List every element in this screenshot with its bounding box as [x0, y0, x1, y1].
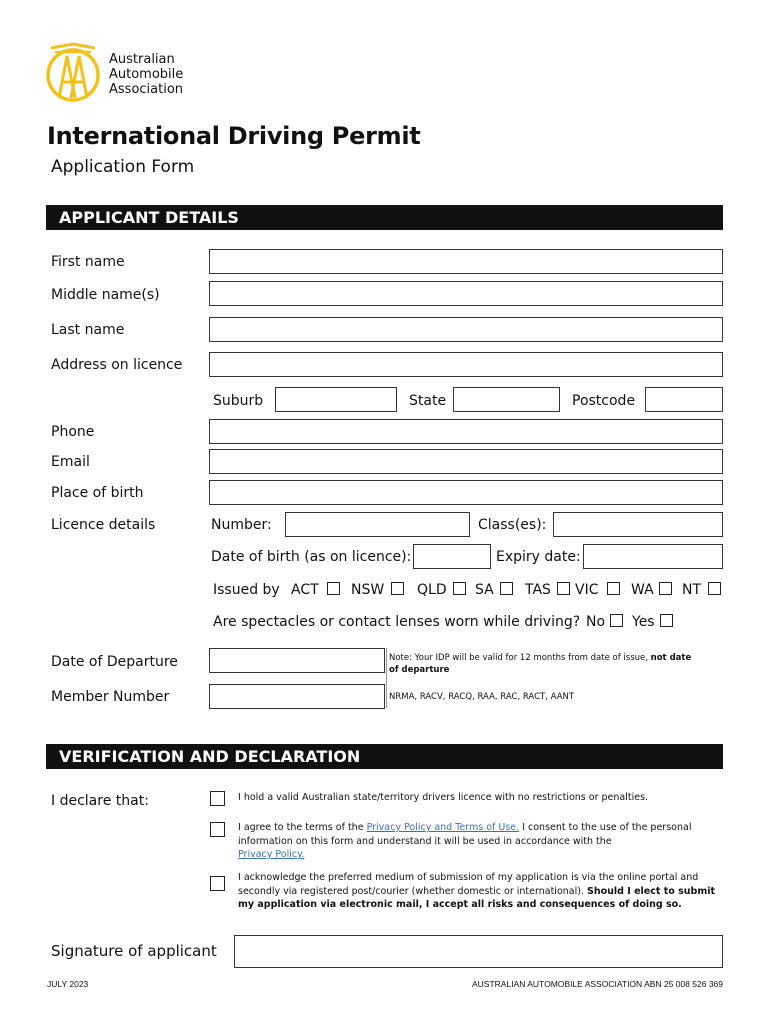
postcode-field[interactable]: [645, 387, 723, 412]
departure-field[interactable]: [209, 648, 385, 673]
member-clubs-note: NRMA, RACV, RACQ, RAA, RAC, RACT, AANT: [389, 692, 575, 702]
spectacles-no-label: No: [586, 614, 606, 630]
state-nsw-label: NSW: [351, 582, 385, 598]
licence-class-field[interactable]: [553, 512, 723, 537]
logo-line-3: Association: [109, 82, 184, 97]
email-field[interactable]: [209, 449, 723, 474]
privacy-terms-link[interactable]: Privacy Policy and Terms of Use.: [366, 822, 520, 833]
declaration-2-text: I agree to the terms of the Privacy Policy and Terms of Use. I consent to the use of the personal information on this form and understand it will be used in accordance with the Privacy Policy.: [238, 822, 692, 860]
section-title-declaration: VERIFICATION AND DECLARATION: [59, 747, 361, 766]
section-title-applicant: APPLICANT DETAILS: [59, 208, 239, 227]
state-qld-checkbox[interactable]: [453, 582, 466, 595]
declaration-3-text: I acknowledge the preferred medium of submission of my application is via the online portal and secondly via registered post/courier (whether domestic or international). Should I elect to submit my application via electronic mail, I accept all risks and consequences of doing so.: [238, 872, 716, 910]
signature-label: Signature of applicant: [51, 942, 217, 960]
state-vic-label: VIC: [575, 582, 599, 598]
expiry-field[interactable]: [583, 544, 723, 569]
spectacles-no-checkbox[interactable]: [610, 614, 623, 627]
section-header-applicant: [46, 205, 723, 230]
declaration-3-checkbox[interactable]: [210, 876, 225, 891]
declaration-2-checkbox[interactable]: [210, 822, 225, 837]
first-name-field[interactable]: [209, 249, 723, 274]
page-title: International Driving Permit: [47, 122, 421, 150]
state-label: State: [409, 393, 447, 409]
suburb-label: Suburb: [213, 393, 264, 409]
licence-number-label: Number:: [211, 517, 272, 533]
place-of-birth-field[interactable]: [209, 480, 723, 505]
state-nt-checkbox[interactable]: [708, 582, 721, 595]
page-subtitle: Application Form: [51, 157, 195, 177]
last-name-label: Last name: [51, 322, 125, 338]
expiry-label: Expiry date:: [496, 549, 581, 565]
phone-field[interactable]: [209, 419, 723, 444]
state-tas-checkbox[interactable]: [557, 582, 570, 595]
state-tas-label: TAS: [525, 582, 551, 598]
state-field[interactable]: [453, 387, 560, 412]
aaa-logo-icon: [45, 42, 103, 104]
member-number-field[interactable]: [209, 684, 385, 709]
first-name-label: First name: [51, 254, 125, 270]
postcode-label: Postcode: [572, 393, 636, 409]
last-name-field[interactable]: [209, 317, 723, 342]
state-wa-checkbox[interactable]: [659, 582, 672, 595]
dob-field[interactable]: [413, 544, 491, 569]
state-sa-checkbox[interactable]: [500, 582, 513, 595]
spectacles-yes-checkbox[interactable]: [660, 614, 673, 627]
departure-label: Date of Departure: [51, 654, 178, 670]
state-qld-label: QLD: [417, 582, 447, 598]
privacy-policy-link[interactable]: Privacy Policy.: [238, 849, 305, 860]
middle-name-field[interactable]: [209, 281, 723, 306]
declaration-1-text: I hold a valid Australian state/territory drivers licence with no restrictions or penalties.: [238, 792, 649, 803]
suburb-field[interactable]: [275, 387, 397, 412]
state-wa-label: WA: [631, 582, 654, 598]
licence-class-label: Class(es):: [478, 517, 547, 533]
state-nt-label: NT: [682, 582, 702, 598]
aaa-logo: [45, 42, 195, 104]
place-of-birth-label: Place of birth: [51, 485, 144, 501]
member-number-label: Member Number: [51, 689, 170, 705]
issued-by-label: Issued by: [213, 582, 280, 598]
spectacles-yes-label: Yes: [632, 614, 655, 630]
state-act-checkbox[interactable]: [327, 582, 340, 595]
declaration-1-checkbox[interactable]: [210, 791, 225, 806]
section-header-declaration: [46, 744, 723, 769]
middle-name-label: Middle name(s): [51, 287, 160, 303]
email-label: Email: [51, 454, 90, 470]
spectacles-question: Are spectacles or contact lenses worn while driving?: [213, 614, 581, 630]
logo-line-1: Australian: [109, 52, 175, 67]
footer-org: AUSTRALIAN AUTOMOBILE ASSOCIATION ABN 25 008 526 369: [471, 979, 723, 989]
note-divider: [386, 648, 387, 708]
state-nsw-checkbox[interactable]: [391, 582, 404, 595]
state-act-label: ACT: [291, 582, 319, 598]
address-label: Address on licence: [51, 357, 183, 373]
state-sa-label: SA: [475, 582, 494, 598]
address-field[interactable]: [209, 352, 723, 377]
phone-label: Phone: [51, 424, 95, 440]
dob-label: Date of birth (as on licence):: [211, 549, 412, 565]
licence-number-field[interactable]: [285, 512, 470, 537]
logo-line-2: Automobile: [109, 67, 184, 82]
declare-intro: I declare that:: [51, 793, 149, 809]
departure-note: Note: Your IDP will be valid for 12 months from date of issue, not date of departure: [389, 653, 692, 675]
footer-date: JULY 2023: [47, 979, 89, 989]
state-vic-checkbox[interactable]: [607, 582, 620, 595]
licence-details-label: Licence details: [51, 517, 156, 533]
signature-field[interactable]: [234, 935, 723, 968]
